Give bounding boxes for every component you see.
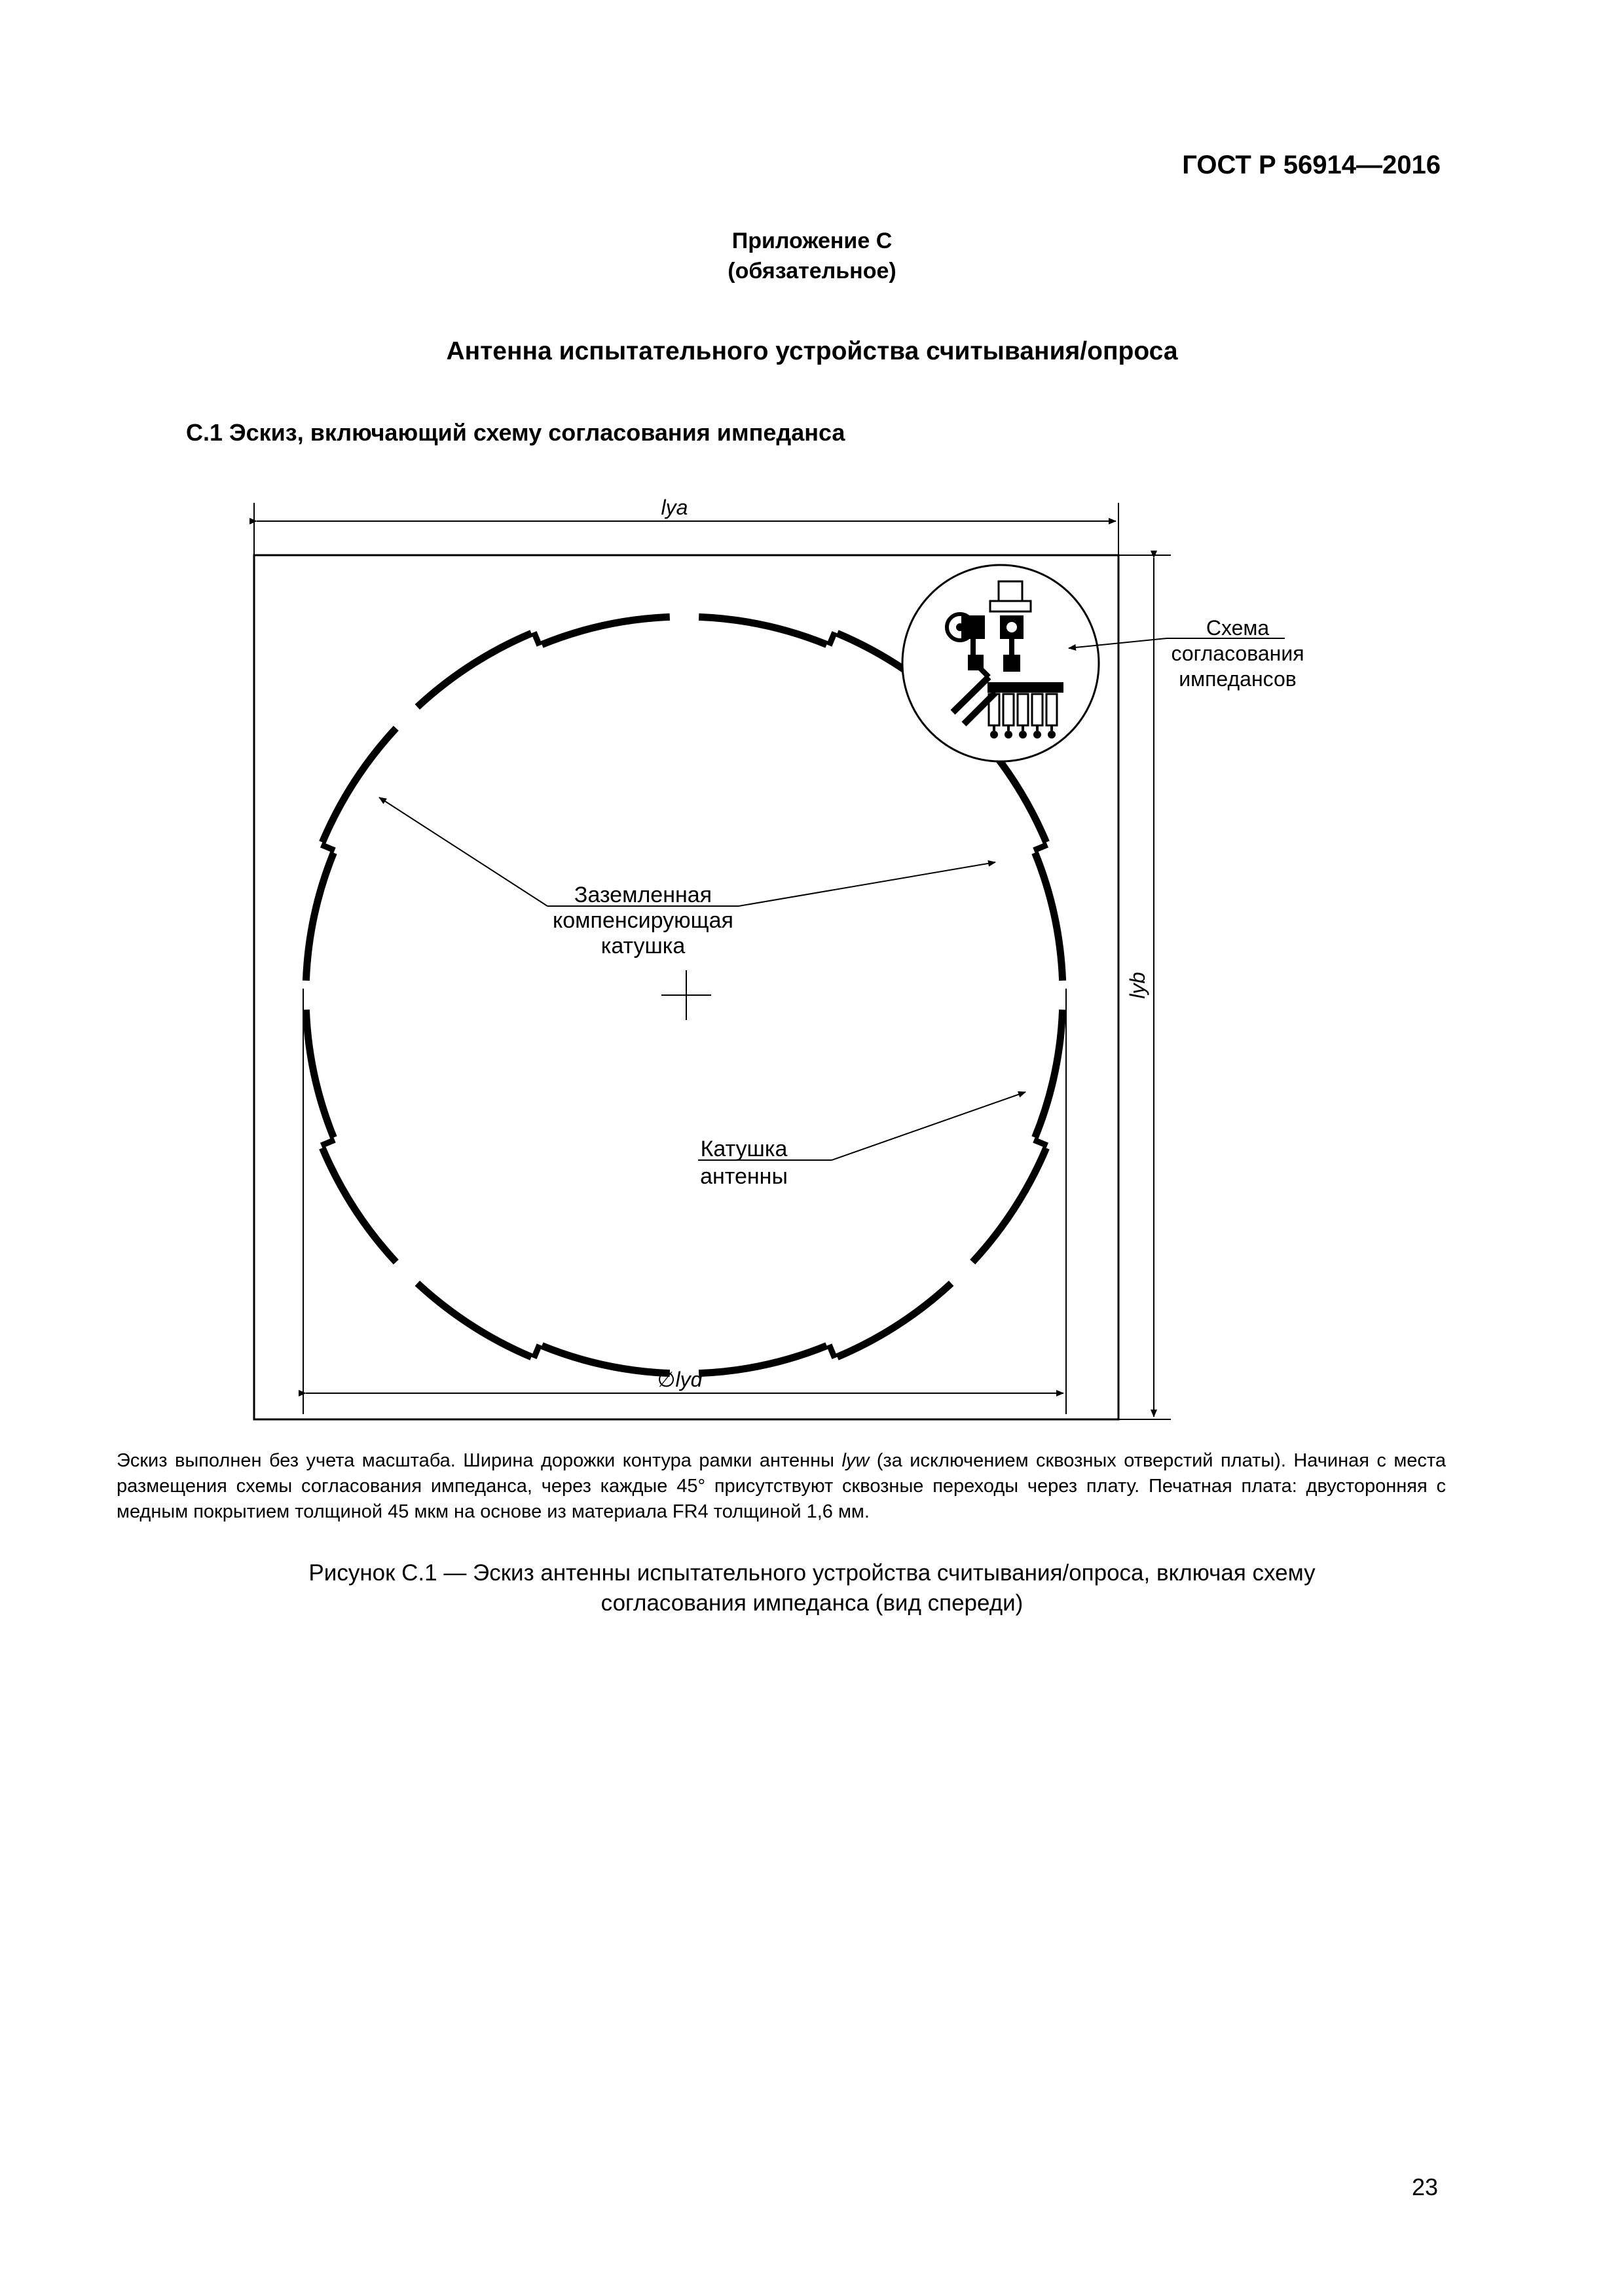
coil-crossover-via: [1034, 1140, 1047, 1145]
coil-crossover-via: [829, 632, 834, 646]
callout-ground-coil-line-1: Заземленная: [574, 883, 712, 907]
note-text-part2: (за исключением сквозных отверстий платы). Начиная с места размещения схемы согласования импеданса, через каждые 45° присутствуют сквозные переходы через плату. Печатная плата: двусторонняя с медным покрытием толщиной 45 мкм на основе из материала FR4 толщиной 1,6 мм.: [117, 1450, 1446, 1522]
tuning-pad-center: [956, 623, 964, 631]
component-3: [1018, 694, 1028, 725]
connector-body: [999, 581, 1022, 602]
coil-segment-outer: [542, 1346, 670, 1374]
coil-crossover-via: [534, 1345, 539, 1358]
coil-crossover-via: [1034, 845, 1047, 850]
dimension-label-height: lyb: [1126, 972, 1149, 999]
component-via-2: [1005, 731, 1012, 738]
connector-mount: [990, 601, 1031, 611]
document-code: ГОСТ Р 56914—2016: [1182, 151, 1441, 179]
coil-segment-inner: [542, 617, 670, 644]
figure-note: [117, 1448, 1446, 1525]
callout-antenna-coil-line-1: Катушка: [700, 1137, 788, 1161]
figure-caption: [0, 1558, 1624, 1618]
coil-crossover-via: [322, 1140, 335, 1145]
component-2: [1003, 694, 1014, 725]
component-bus-bar: [987, 682, 1063, 693]
coil-segment-outer: [306, 853, 333, 981]
component-via-4: [1033, 731, 1041, 738]
caption-line-2: согласования импеданса (вид спереди): [600, 1590, 1024, 1616]
coil-segment-inner: [322, 728, 396, 842]
callout-antenna-coil-line-2: антенны: [700, 1164, 788, 1189]
callout-matching-line-1: Схема: [1206, 616, 1270, 640]
callout-matching-line-3: импедансов: [1179, 667, 1297, 691]
coil-segment-inner: [699, 1346, 826, 1374]
note-text-part1: Эскиз выполнен без учета масштаба. Ширина дорожки контура рамки антенны: [117, 1450, 842, 1471]
coil-segment-inner: [972, 1148, 1046, 1262]
ground-pad-left: [968, 655, 984, 670]
coil-segment-outer: [322, 1148, 396, 1262]
callout-ground-coil-line-2: компенсирующая: [553, 908, 733, 933]
component-via-5: [1048, 731, 1056, 738]
section-heading: С.1 Эскиз, включающий схему согласования импеданса: [186, 419, 845, 446]
appendix-label: Приложение С: [731, 228, 893, 253]
impedance-matching-circuit: [902, 565, 1099, 761]
coil-crossover-via: [829, 1345, 834, 1358]
coil-crossover-via: [534, 632, 539, 646]
ground-pad-right: [1003, 655, 1020, 672]
coil-segment-outer: [699, 617, 826, 644]
coil-segment-inner: [1035, 853, 1063, 981]
appendix-status: (обязательное): [728, 259, 896, 283]
coil-segment-inner: [306, 1010, 333, 1137]
callout-ground-coil-line-3: катушка: [600, 934, 686, 958]
component-via-1: [990, 731, 998, 738]
leader-ground-coil-left: [379, 797, 547, 906]
via-pad: [1006, 622, 1017, 632]
coil-segment-inner: [417, 1283, 531, 1357]
caption-line-1: Рисунок С.1 — Эскиз антенны испытательного устройства считывания/опроса, включая схему: [308, 1560, 1316, 1586]
callout-matching-line-2: согласования: [1171, 642, 1304, 665]
component-4: [1032, 694, 1043, 725]
component-via-3: [1019, 731, 1027, 738]
coil-segment-outer: [838, 1283, 951, 1357]
note-variable-lyw: lyw: [841, 1450, 870, 1471]
dimension-label-diameter: ∅lyd: [657, 1368, 703, 1391]
leader-ground-coil-right: [739, 862, 995, 906]
leader-antenna-coil: [832, 1092, 1025, 1160]
coil-segment-outer: [417, 633, 531, 707]
component-5: [1046, 694, 1057, 725]
appendix-title: Антенна испытательного устройства считывания/опроса: [446, 337, 1178, 365]
dimension-label-width: lya: [661, 496, 688, 519]
coil-segment-outer: [1035, 1010, 1063, 1137]
page-number: 23: [1411, 2174, 1438, 2200]
coil-crossover-via: [322, 845, 335, 850]
